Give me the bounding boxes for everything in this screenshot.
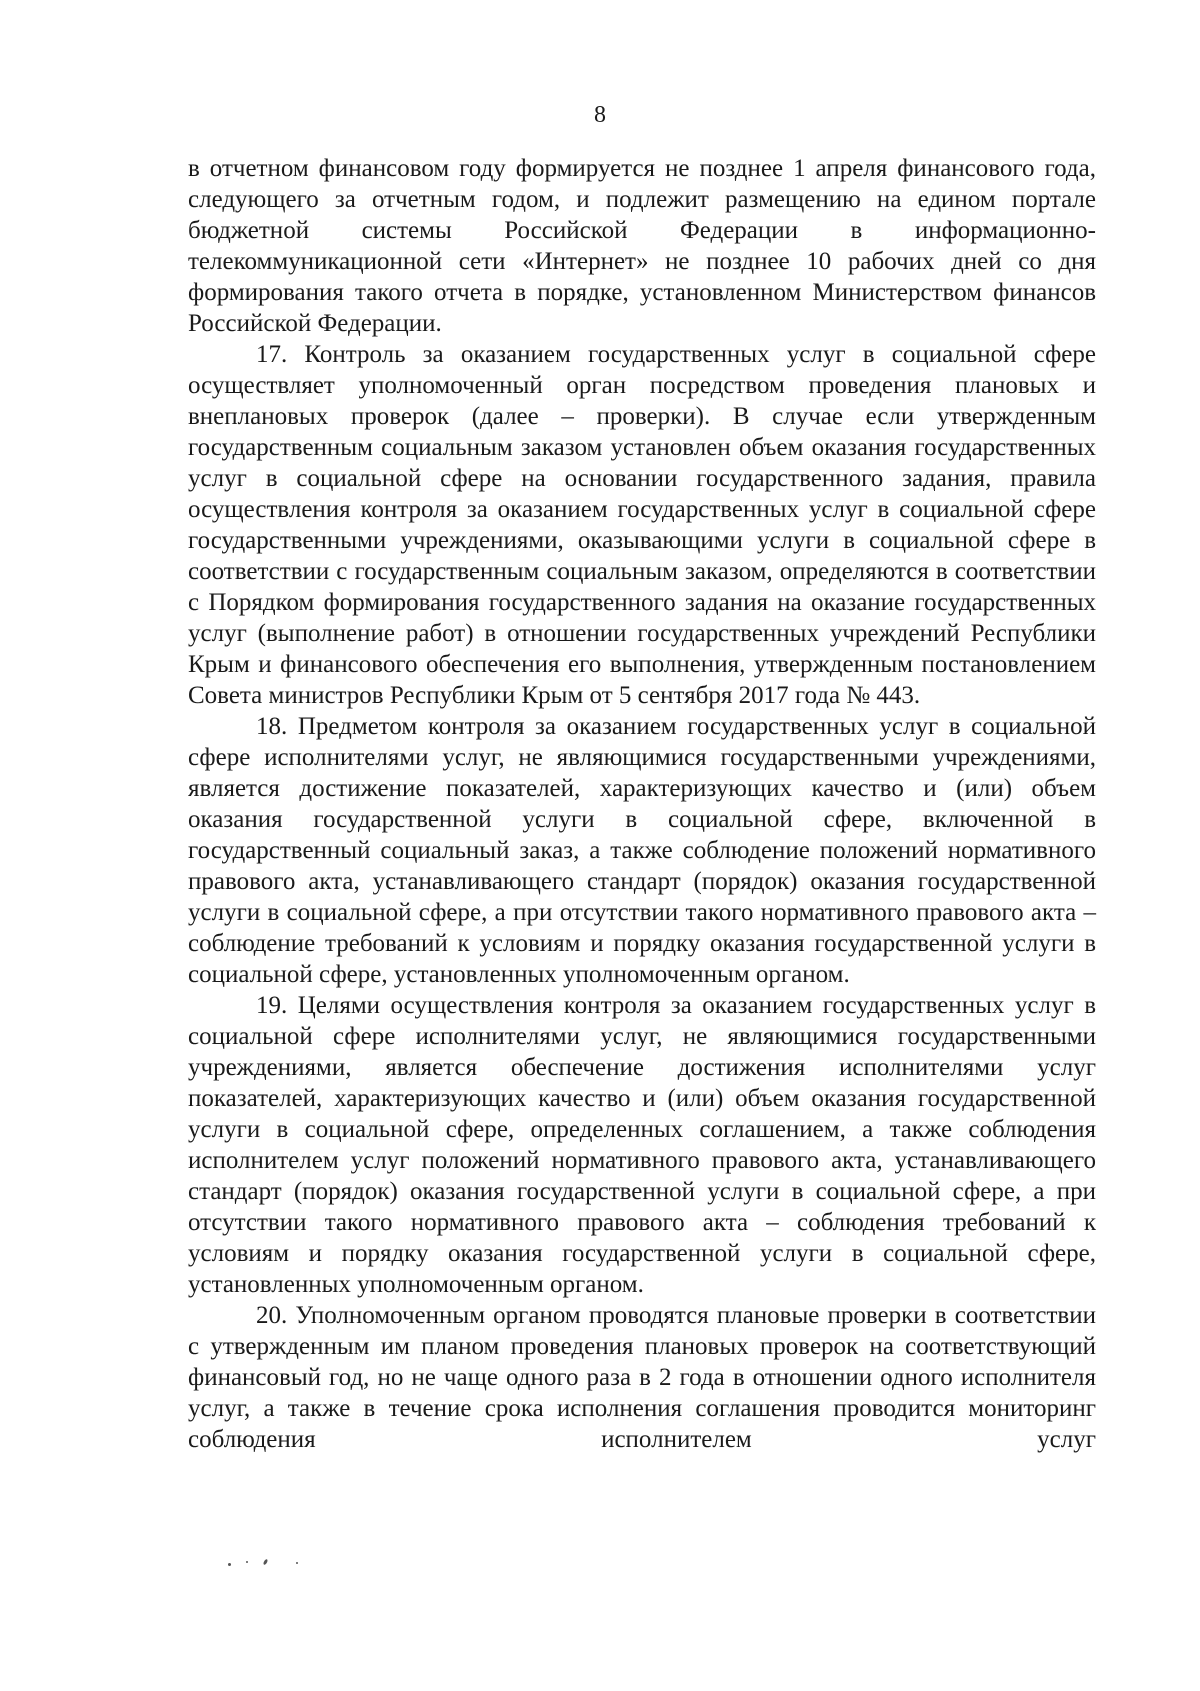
document-body xyxy=(188,153,1096,1455)
paragraph-20: 20. Уполномоченным органом проводятся плановые проверки в соответствии с утвержденным им планом проведения плановых проверок на соответствующий финансовый год, но не чаще одного раза в 2 года в отношении одного исполнителя услуг, а также в течение срока исполнения соглашения проводится мониторинг соблюдения исполнителем услуг xyxy=(188,1302,1096,1453)
paragraph-continuation: в отчетном финансовом году формируется не позднее 1 апреля финансового года, следующего за отчетным годом, и подлежит размещению на едином портале бюджетной системы Российской Федерации в информационно-телекоммуникационной сети «Интернет» не позднее 10 рабочих дней со дня формирования такого отчета в порядке, установленном Министерством финансов Российской Федерации. xyxy=(188,155,1096,337)
paragraph-19: 19. Целями осуществления контроля за оказанием государственных услуг в социальной сфере исполнителями услуг, не являющимися государственными учреждениями, является обеспечение достижения исполнителями услуг показателей, характеризующих качество и (или) объем оказания государственной услуги в социальной сфере, определенных соглашением, а также соблюдения исполнителем услуг положений нормативного правового акта, устанавливающего стандарт (порядок) оказания государственной услуги в социальной сфере, а при отсутствии такого нормативного правового акта – соблюдения требований к условиям и порядку оказания государственной услуги в социальной сфере, установленных уполномоченным органом. xyxy=(188,992,1096,1298)
paragraph-18: 18. Предметом контроля за оказанием государственных услуг в социальной сфере исполнителями услуг, не являющимися государственными учреждениями, является достижение показателей, характеризующих качество и (или) объем оказания государственной услуги в социальной сфере, включенной в государственный социальный заказ, а также соблюдение положений нормативного правового акта, устанавливающего стандарт (порядок) оказания государственной услуги в социальной сфере, а при отсутствии такого нормативного правового акта – соблюдение требований к условиям и порядку оказания государственной услуги в социальной сфере, установленных уполномоченным органом. xyxy=(188,713,1096,988)
paragraph-17: 17. Контроль за оказанием государственных услуг в социальной сфере осуществляет уполномоченный орган посредством проведения плановых и внеплановых проверок (далее – проверки). В случае если утвержденным государственным социальным заказом установлен объем оказания государственных услуг в социальной сфере на основании государственного задания, правила осуществления контроля за оказанием государственных услуг в социальной сфере государственными учреждениями, оказывающими услуги в социальной сфере в соответствии с государственным социальным заказом, определяются в соответствии с Порядком формирования государственного задания на оказание государственных услуг (выполнение работ) в отношении государственных учреждений Республики Крым и финансового обеспечения его выполнения, утвержденным постановлением Совета министров Республики Крым от 5 сентября 2017 года № 443. xyxy=(188,341,1096,709)
scan-specks xyxy=(228,1559,328,1569)
page-number: 8 xyxy=(594,102,606,128)
